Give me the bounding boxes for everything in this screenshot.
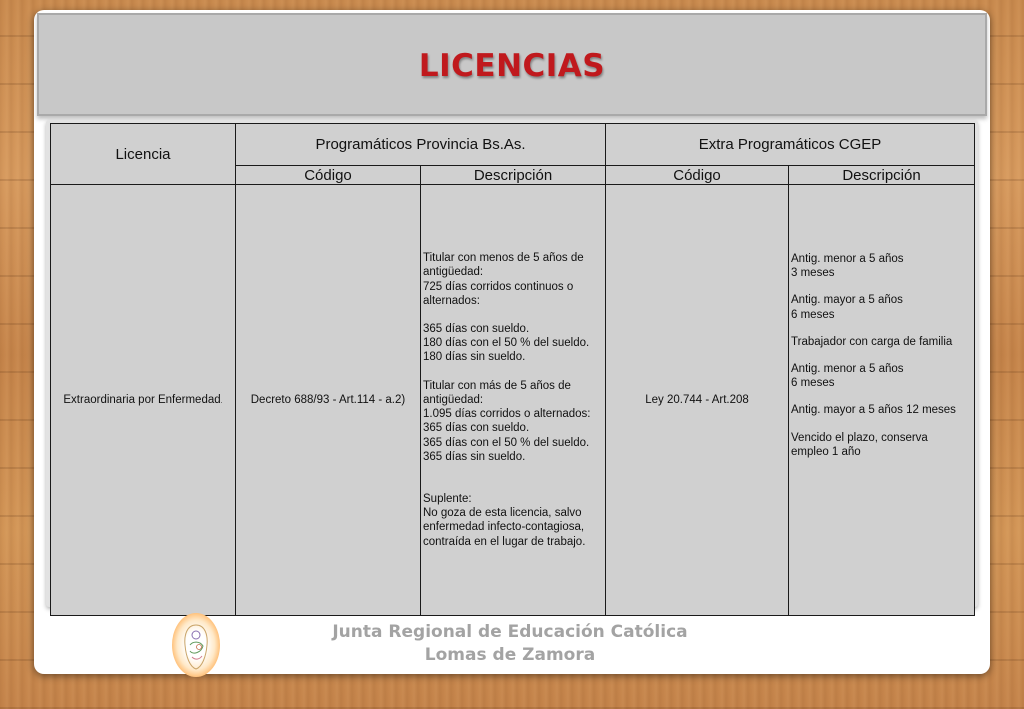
cell-cgep-descripcion bbox=[789, 185, 975, 616]
header-cgep-codigo: Código bbox=[606, 166, 789, 185]
desc-line: Antig. menor a 5 años bbox=[791, 253, 904, 265]
desc-line: Vencido el plazo, conserva bbox=[791, 431, 928, 444]
desc-line: Titular con menos de 5 años de bbox=[423, 252, 584, 265]
desc-line: Antig. mayor a 5 años 12 meses bbox=[791, 404, 956, 417]
desc-line: Trabajador con carga de familia bbox=[791, 335, 953, 348]
desc-line: 365 días con el 50 % del sueldo. bbox=[423, 436, 590, 449]
header-licencia: Licencia bbox=[51, 124, 236, 185]
licencia-suffix: . bbox=[220, 398, 223, 405]
header-cgep-descripcion: Descripción bbox=[789, 166, 975, 185]
desc-line: empleo 1 año bbox=[791, 445, 861, 458]
desc-line: 180 días sin sueldo. bbox=[423, 351, 526, 364]
cell-prov-descripcion bbox=[421, 185, 606, 616]
page-title: LICENCIAS bbox=[418, 48, 606, 84]
desc-line: 6 meses bbox=[791, 377, 835, 390]
desc-line: Suplente: bbox=[423, 492, 472, 505]
desc-line: antigüedad: bbox=[423, 266, 484, 279]
desc-line: 6 meses bbox=[791, 308, 835, 321]
desc-line: 725 días corridos continuos o bbox=[423, 280, 574, 293]
cell-cgep-codigo: Ley 20.744 - Art.208 bbox=[606, 185, 789, 616]
desc-line: Antig. menor a 5 años bbox=[791, 363, 904, 376]
desc-line: alternados: bbox=[423, 294, 480, 307]
desc-line: No goza de esta licencia, salvo bbox=[423, 507, 582, 520]
desc-line: 365 días sin sueldo. bbox=[423, 450, 526, 463]
licencias-table bbox=[50, 123, 975, 616]
virgin-and-child-logo-icon bbox=[172, 613, 220, 677]
header-group-cgep: Extra Programáticos CGEP bbox=[606, 124, 975, 166]
footer-line-2: Lomas de Zamora bbox=[424, 645, 596, 665]
header-prov-descripcion: Descripción bbox=[421, 166, 606, 185]
desc-line: antigüedad: bbox=[423, 393, 484, 406]
desc-line: 3 meses bbox=[791, 267, 835, 280]
table-header-row-1 bbox=[51, 124, 975, 166]
desc-line: 365 días con sueldo. bbox=[423, 323, 530, 336]
desc-line: 1.095 días corridos o alternados: bbox=[423, 408, 591, 421]
desc-line: 180 días con el 50 % del sueldo. bbox=[423, 337, 590, 350]
footer-line-1: Junta Regional de Educación Católica bbox=[332, 622, 688, 642]
desc-line: enfermedad infecto-contagiosa, bbox=[423, 521, 585, 534]
footer-organization bbox=[270, 621, 750, 667]
cell-licencia bbox=[51, 185, 236, 616]
desc-line: Titular con más de 5 años de bbox=[423, 379, 571, 392]
desc-line: Antig. mayor a 5 años bbox=[791, 294, 903, 307]
licencia-text: Extraordinaria por Enfermedad bbox=[63, 394, 221, 406]
table-row bbox=[51, 185, 975, 616]
header-prov-codigo: Código bbox=[236, 166, 421, 185]
cell-prov-codigo: Decreto 688/93 - Art.114 - a.2) bbox=[236, 185, 421, 616]
desc-line: 365 días con sueldo. bbox=[423, 422, 530, 435]
header-group-provincia: Programáticos Provincia Bs.As. bbox=[236, 124, 606, 166]
desc-line: contraída en el lugar de trabajo. bbox=[423, 535, 586, 548]
